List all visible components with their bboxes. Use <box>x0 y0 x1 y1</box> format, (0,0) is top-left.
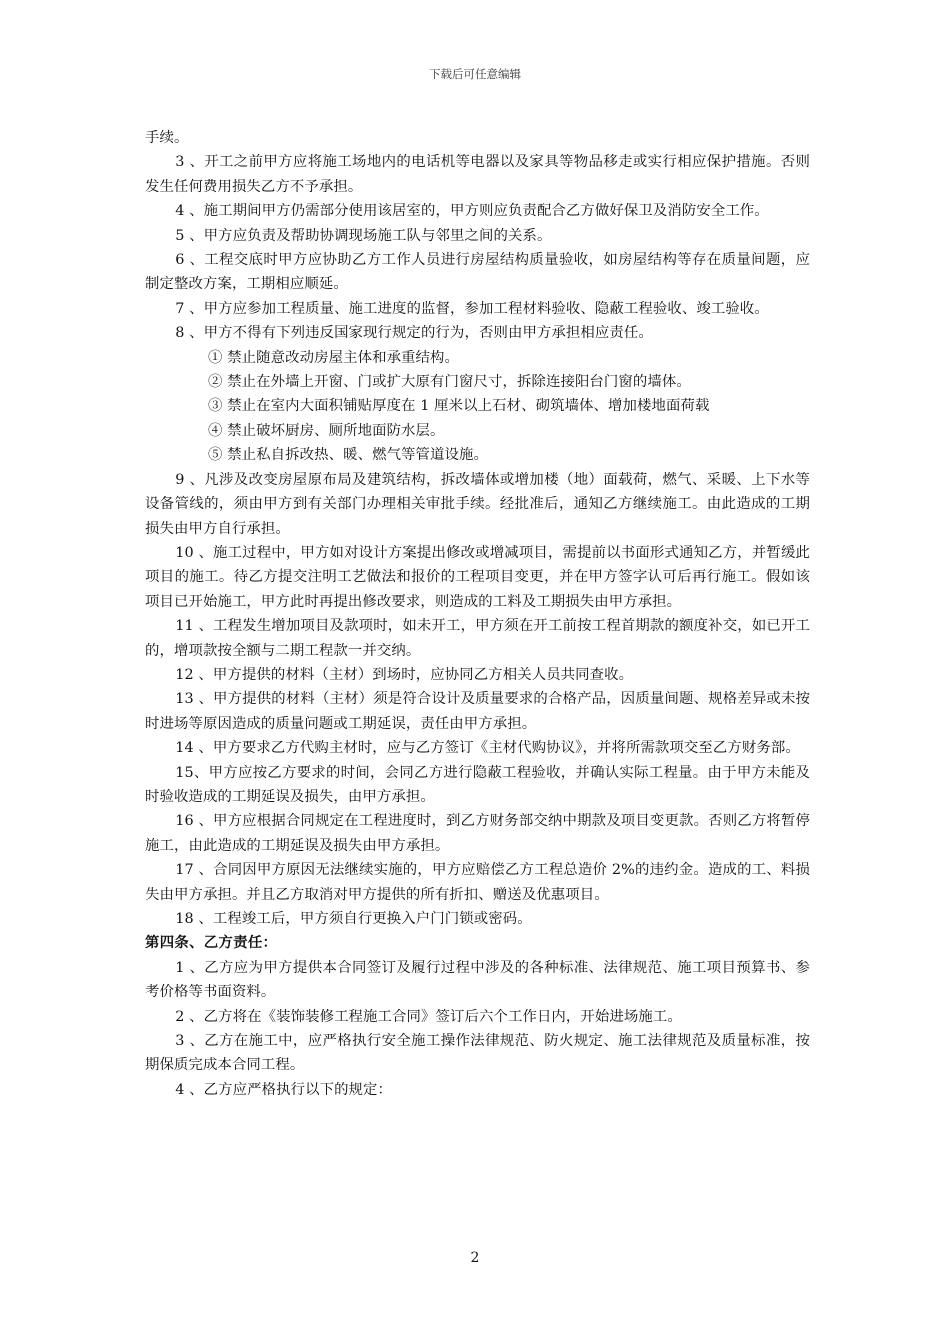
clause-item: 3 、乙方在施工中，应严格执行安全施工操作法律规范、防火规定、施工法律规范及质量标准，按期保质完成本合同工程。 <box>145 1033 810 1074</box>
prohibition-item: ④ 禁止破坏厨房、厕所地面防水层。 <box>208 422 445 439</box>
prohibition-item: ① 禁止随意改动房屋主体和承重结构。 <box>208 349 460 366</box>
page-number: 2 <box>470 1250 480 1266</box>
prohibition-item: ② 禁止在外墙上开窗、门或扩大原有门窗尺寸，拆除连接阳台门窗的墙体。 <box>208 374 691 391</box>
clause-item: 10 、施工过程中，甲方如对设计方案提出修改或增减项目，需提前以书面形式通知乙方，并暂缓此项目的施工。待乙方提交注明工艺做法和报价的工程项目变更，并在甲方签字认可后再行施工。假如该项目已开始施工，甲方此时再提出修改要求，则造成的工料及工期损失由甲方承担。 <box>145 544 810 610</box>
clause-item: 5 、甲方应负责及帮助协调现场施工队与邻里之间的关系。 <box>175 227 552 244</box>
paragraph-continuation: 手续。 <box>145 130 189 146</box>
prohibition-item: ⑤ 禁止私自拆改热、暖、燃气等管道设施。 <box>208 447 488 464</box>
page-header: 下载后可任意编辑 <box>429 67 521 81</box>
clause-item: 3 、开工之前甲方应将施工场地内的电话机等电器以及家具等物品移走或实行相应保护措施。否则发生任何费用损失乙方不予承担。 <box>145 154 810 195</box>
clause-item: 13 、甲方提供的材料（主材）须是符合设计及质量要求的合格产品，因质量间题、规格差异或未按时进场等原因造成的质量问题或工期延误，责任由甲方承担。 <box>145 691 810 732</box>
clause-item: 16 、甲方应根据合同规定在工程进度时，到乙方财务部交纳中期款及项目变更款。否则乙方将暂停施工，由此造成的工期延误及损失由甲方承担。 <box>145 813 810 854</box>
clause-item: 4 、施工期间甲方仍需部分使用该居室的，甲方则应负责配合乙方做好保卫及消防安全工作。 <box>175 203 769 220</box>
clause-item: 2 、乙方将在《装饰装修工程施工合同》签订后六个工作日内，开始进场施工。 <box>175 1008 682 1025</box>
clause-item: 12 、甲方提供的材料（主材）到场时，应协同乙方相关人员共同查收。 <box>175 666 634 683</box>
clause-item: 15、甲方应按乙方要求的时间，会同乙方进行隐蔽工程验收，并确认实际工程量。由于甲方未能及时验收造成的工期延误及损失，由甲方承担。 <box>145 764 810 805</box>
clause-item: 1 、乙方应为甲方提供本合同签订及履行过程中涉及的各种标准、法律规范、施工项目预算书、参考价格等书面资料。 <box>145 959 810 1001</box>
clause-item: 18 、工程竣工后，甲方须自行更换入户门门锁或密码。 <box>175 911 532 927</box>
clause-item: 17 、合同因甲方原因无法继续实施的，甲方应赔偿乙方工程总造价 2%的违约金。造成的工、料损失由甲方承担。并且乙方取消对甲方提供的所有折扣、赠送及优惠项目。 <box>145 862 810 903</box>
clause-item: 6 、工程交底时甲方应协助乙方工作人员进行房屋结构质量验收，如房屋结构等存在质量间题，应制定整改方案，工期相应顺延。 <box>145 252 810 293</box>
prohibition-item: ③ 禁止在室内大面积铺贴厚度在 1 厘米以上石材、砌筑墙体、增加楼地面荷载 <box>208 398 710 415</box>
clause-item: 4 、乙方应严格执行以下的规定： <box>175 1081 393 1098</box>
clause-item: 9 、凡涉及改变房屋原布局及建筑结构，拆改墙体或增加楼（地）面载荷，燃气、采暖、上下水等设备管线的，须由甲方到有关部门办理相关审批手续。经批准后，通知乙方继续施工。由此造成的工期损失由甲方自行承担。 <box>145 471 810 537</box>
clause-item: 11 、工程发生增加项目及款项时，如未开工，甲方须在开工前按工程首期款的额度补交，如已开工的，增项款按全额与二期工程款一并交纳。 <box>145 618 810 659</box>
clause-item: 14 、甲方要求乙方代购主材时，应与乙方签订《主材代购协议》，并将所需款项交至乙方财务部。 <box>175 740 800 757</box>
clause-item: 7 、甲方应参加工程质量、施工进度的监督，参加工程材料验收、隐蔽工程验收、竣工验收。 <box>175 300 769 317</box>
clause-item: 8 、甲方不得有下列违反国家现行规定的行为，否则由甲方承担相应责任。 <box>175 325 653 342</box>
document-body <box>145 126 810 1102</box>
section-heading: 第四条、乙方责任： <box>145 935 278 952</box>
